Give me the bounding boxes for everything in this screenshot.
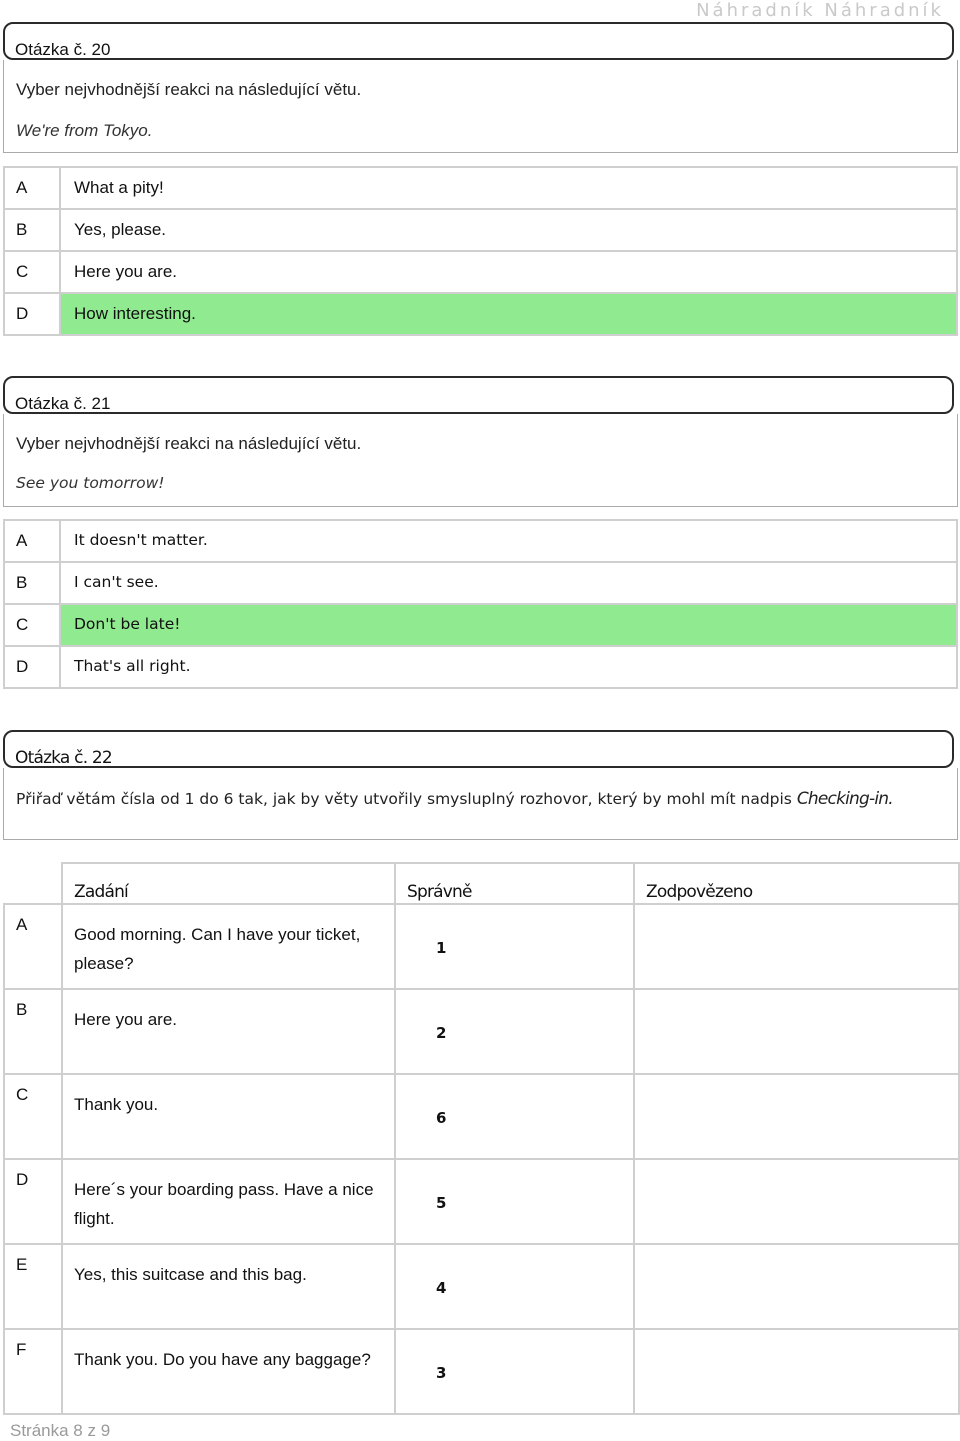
matching-row <box>4 1159 959 1244</box>
row-answered[interactable] <box>634 904 959 989</box>
matching-row <box>4 1329 959 1414</box>
question-20-options <box>3 166 958 336</box>
matching-row <box>4 1244 959 1329</box>
question-22-prompt <box>4 768 957 809</box>
option-text: It doesn't matter. <box>60 520 957 562</box>
option-a[interactable] <box>4 167 957 209</box>
question-22-prompt-emphasis: Checking-in. <box>796 789 893 809</box>
question-21-body <box>3 414 958 507</box>
row-task: Here you are. <box>62 989 395 1074</box>
question-22-prompt-text: Přiřaď větám čísla od 1 do 6 tak, jak by věty utvořily smysluplný rozhovor, který by mohl mít nadpis <box>16 790 792 808</box>
option-text: Here you are. <box>60 251 957 293</box>
row-letter: A <box>4 904 62 989</box>
column-header-correct: Správně <box>395 863 634 904</box>
question-21-sentence: See you tomorrow! <box>16 474 165 492</box>
row-correct-number: 3 <box>395 1329 634 1414</box>
option-letter: C <box>4 251 60 293</box>
question-22-title: Otázka č. 22 <box>3 730 954 768</box>
row-letter: D <box>4 1159 62 1244</box>
row-correct-number: 1 <box>395 904 634 989</box>
row-correct-number: 2 <box>395 989 634 1074</box>
matching-table <box>3 862 960 1415</box>
row-correct-number: 4 <box>395 1244 634 1329</box>
option-text: What a pity! <box>60 167 957 209</box>
row-answered[interactable] <box>634 1244 959 1329</box>
row-task: Thank you. <box>62 1074 395 1159</box>
question-22-body <box>3 768 958 840</box>
matching-row <box>4 1074 959 1159</box>
option-a[interactable] <box>4 520 957 562</box>
option-text: That's all right. <box>60 646 957 688</box>
option-b[interactable] <box>4 209 957 251</box>
row-answered[interactable] <box>634 1074 959 1159</box>
option-letter: B <box>4 209 60 251</box>
option-c[interactable] <box>4 251 957 293</box>
matching-row <box>4 904 959 989</box>
option-letter: B <box>4 562 60 604</box>
row-letter: C <box>4 1074 62 1159</box>
row-task: Here´s your boarding pass. Have a nice flight. <box>62 1159 395 1244</box>
row-letter: B <box>4 989 62 1074</box>
row-answered[interactable] <box>634 1159 959 1244</box>
question-20-sentence: We're from Tokyo. <box>16 121 153 140</box>
option-letter: A <box>4 167 60 209</box>
option-letter: C <box>4 604 60 646</box>
question-20-prompt: Vyber nejvhodnější reakci na následující větu. <box>16 80 362 99</box>
row-answered[interactable] <box>634 989 959 1074</box>
option-text: How interesting. <box>60 293 957 335</box>
option-d[interactable] <box>4 646 957 688</box>
question-20-body <box>3 60 958 153</box>
matching-row <box>4 989 959 1074</box>
option-text: Don't be late! <box>60 604 957 646</box>
option-b[interactable] <box>4 562 957 604</box>
row-letter: F <box>4 1329 62 1414</box>
column-header-task: Zadání <box>62 863 395 904</box>
row-correct-number: 5 <box>395 1159 634 1244</box>
watermark-text: Náhradník Náhradník <box>696 0 944 21</box>
question-21-title: Otázka č. 21 <box>3 376 954 414</box>
column-header-answered: Zodpovězeno <box>634 863 959 904</box>
question-20-title: Otázka č. 20 <box>3 22 954 60</box>
option-c-correct[interactable] <box>4 604 957 646</box>
row-correct-number: 6 <box>395 1074 634 1159</box>
header-corner <box>4 863 62 904</box>
option-letter: D <box>4 293 60 335</box>
option-text: Yes, please. <box>60 209 957 251</box>
question-21-prompt: Vyber nejvhodnější reakci na následující větu. <box>16 434 362 453</box>
option-d-correct[interactable] <box>4 293 957 335</box>
matching-header-row <box>4 863 959 904</box>
option-letter: A <box>4 520 60 562</box>
row-letter: E <box>4 1244 62 1329</box>
row-answered[interactable] <box>634 1329 959 1414</box>
option-letter: D <box>4 646 60 688</box>
row-task: Thank you. Do you have any baggage? <box>62 1329 395 1414</box>
page-number: Stránka 8 z 9 <box>10 1421 111 1440</box>
row-task: Good morning. Can I have your ticket, please? <box>62 904 395 989</box>
row-task: Yes, this suitcase and this bag. <box>62 1244 395 1329</box>
question-21-options <box>3 519 958 689</box>
option-text: I can't see. <box>60 562 957 604</box>
